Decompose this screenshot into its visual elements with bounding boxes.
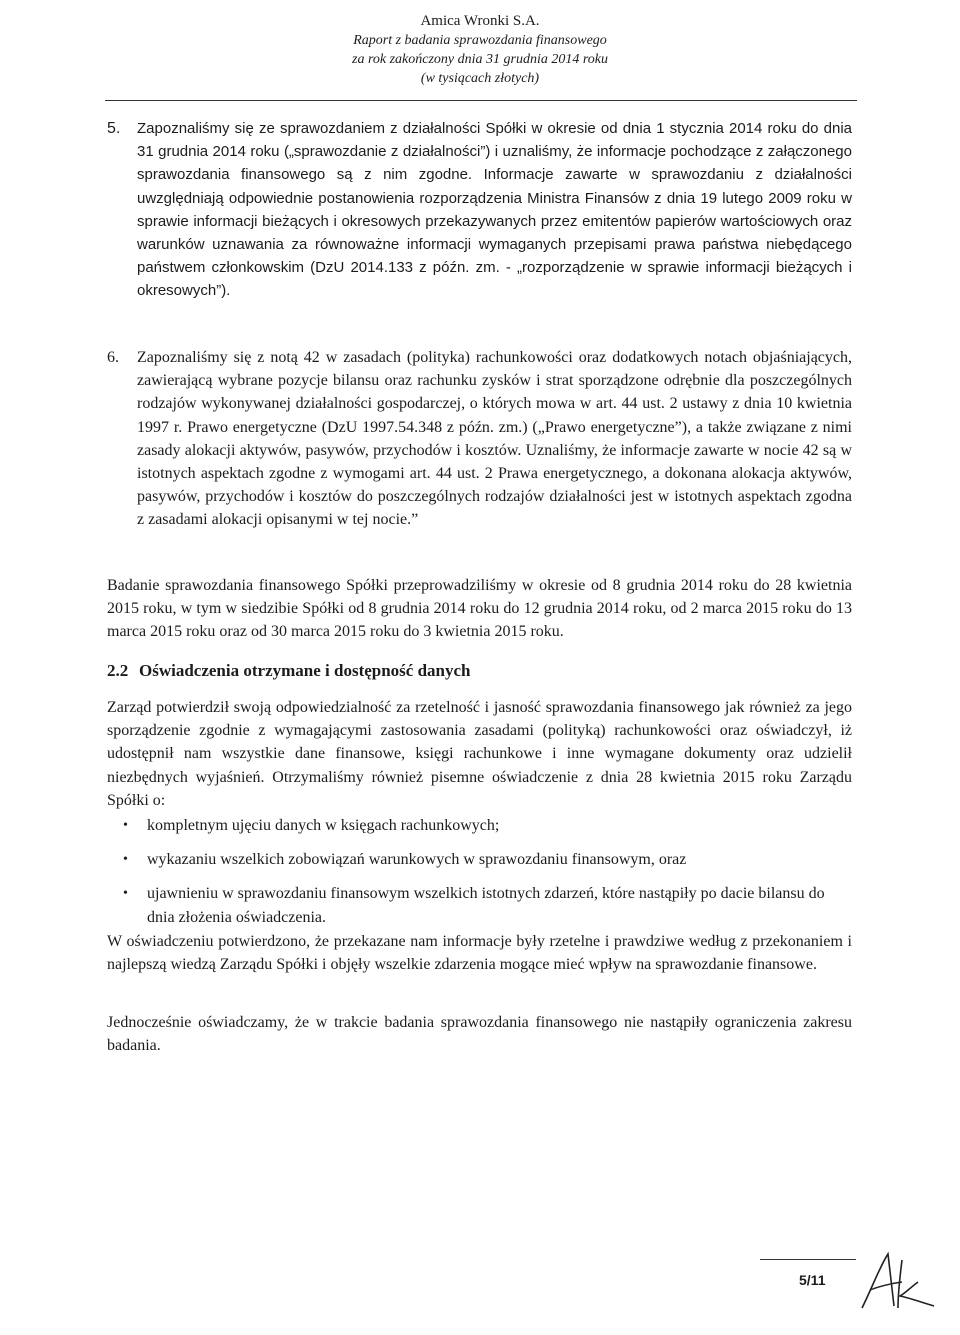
numbered-item-5 bbox=[107, 117, 852, 303]
company-name: Amica Wronki S.A. bbox=[420, 13, 540, 29]
page-number: 5/11 bbox=[799, 1272, 826, 1288]
section-number: 2.2 bbox=[107, 661, 129, 680]
list-item-text: kompletnym ujęciu danych w księgach rachunkowych; bbox=[147, 817, 500, 834]
list-item bbox=[107, 848, 852, 871]
closing-paragraph: Jednocześnie oświadczamy, że w trakcie badania sprawozdania finansowego nie nastąpiły ograniczenia zakresu badania. bbox=[107, 1014, 852, 1055]
confirmation-paragraph: W oświadczeniu potwierdzono, że przekazane nam informacje były rzetelne i prawdziwe według z przekonaniem i najlepszą wiedzą Zarządu Spółki i objęły wszelkie zdarzenia mogące mieć wpływ na sprawozdanie finansowe. bbox=[107, 933, 852, 974]
section-heading bbox=[107, 661, 471, 681]
item-text: Zapoznaliśmy się ze sprawozdaniem z działalności Spółki w okresie od dnia 1 stycznia 2014 roku do dnia 31 grudnia 2014 roku („sprawozdanie z działalności”) i uznaliśmy, że informacje pochodzące z załączonego sprawozdania finansowego są z nim zgodne. Informacje zawarte w sprawozdaniu z działalności uwzględniają odpowiednie postanowienia rozporządzenia Ministra Finansów z dnia 19 lutego 2009 roku w sprawie informacji bieżących i okresowych przekazywanych przez emitentów papierów wartościowych oraz warunków uznawania za równoważne informacji wymaganych przepisami prawa państwa niebędącego państwem członkowskim (DzU 2014.133 z późn. zm. - „rozporządzenie w sprawie informacji bieżących i okresowych”). bbox=[137, 120, 852, 300]
item-number: 6. bbox=[107, 349, 119, 366]
numbered-item-6 bbox=[107, 346, 852, 532]
management-statement-paragraph: Zarząd potwierdził swoją odpowiedzialność za rzetelność i jasność sprawozdania finansowego jak również za jego sporządzenie zgodnie z wymagającymi zastosowania zasadami (polityką) rachunkowości oraz oświadczył, iż udostępnił nam wszystkie dane finansowe, księgi rachunkowe i inne wymagane dokumenty oraz udzielił niezbędnych wyjaśnień. Otrzymaliśmy również pisemne oświadczenie z dnia 28 kwietnia 2015 roku Zarządu Spółki o: bbox=[107, 699, 852, 809]
list-item-text: wykazaniu wszelkich zobowiązań warunkowych w sprawozdaniu finansowym, oraz bbox=[147, 851, 687, 869]
item-text: Zapoznaliśmy się z notą 42 w zasadach (polityka) rachunkowości oraz dodatkowych notach objaśniających, zawierającą wybrane pozycje bilansu oraz rachunku zysków i strat sporządzone odrębnie dla poszczególnych rodzajów wykonywanej działalności gospodarczej, o których mowa w art. 44 ust. 2 ustawy z dnia 10 kwietnia 1997 r. Prawo energetyczne (DzU 1997.54.348 z późn. zm.) („Prawo energetyczne”), a także związane z nimi zasady alokacji aktywów, pasywów, przychodów i kosztów. Uznaliśmy, że informacje zawarte w nocie 42 są w istotnych aspektach zgodne z wymogami art. 44 ust. 2 Prawa energetycznego, a dokonana alokacja aktywów, pasywów, przychodów i kosztów do poszczególnych rodzajów działalności jest w istotnych aspektach zgodna z zasadami alokacji opisanymi w tej nocie.” bbox=[137, 349, 852, 529]
statement-bullet-list bbox=[107, 814, 852, 940]
report-currency-note: (w tysiącach złotych) bbox=[420, 71, 540, 86]
audit-period-paragraph: Badanie sprawozdania finansowego Spółki przeprowadziliśmy w okresie od 8 grudnia 2014 roku do 28 kwietnia 2015 roku, w tym w siedzibie Spółki od 8 grudnia 2014 roku do 12 grudnia 2014 roku, od 2 marca 2015 roku do 13 marca 2015 roku oraz od 30 marca 2015 roku do 3 kwietnia 2015 roku. bbox=[107, 577, 852, 641]
footer-divider bbox=[760, 1259, 856, 1260]
list-item-text: ujawnieniu w sprawozdaniu finansowym wszelkich istotnych zdarzeń, które nastąpiły po dacie bilansu do dnia złożenia oświadczenia. bbox=[147, 885, 825, 926]
header-divider bbox=[105, 100, 857, 101]
list-item bbox=[107, 882, 852, 928]
report-period: za rok zakończony dnia 31 grudnia 2014 roku bbox=[352, 52, 608, 67]
bullet-icon: • bbox=[123, 886, 128, 902]
bullet-icon: • bbox=[123, 852, 128, 868]
page-header bbox=[250, 12, 710, 88]
item-number: 5. bbox=[107, 120, 121, 137]
handwritten-initials-signature bbox=[858, 1248, 938, 1318]
section-title: Oświadczenia otrzymane i dostępność danych bbox=[139, 661, 471, 680]
bullet-icon: • bbox=[123, 818, 128, 833]
list-item bbox=[107, 814, 852, 837]
report-title: Raport z badania sprawozdania finansowego bbox=[353, 33, 607, 48]
